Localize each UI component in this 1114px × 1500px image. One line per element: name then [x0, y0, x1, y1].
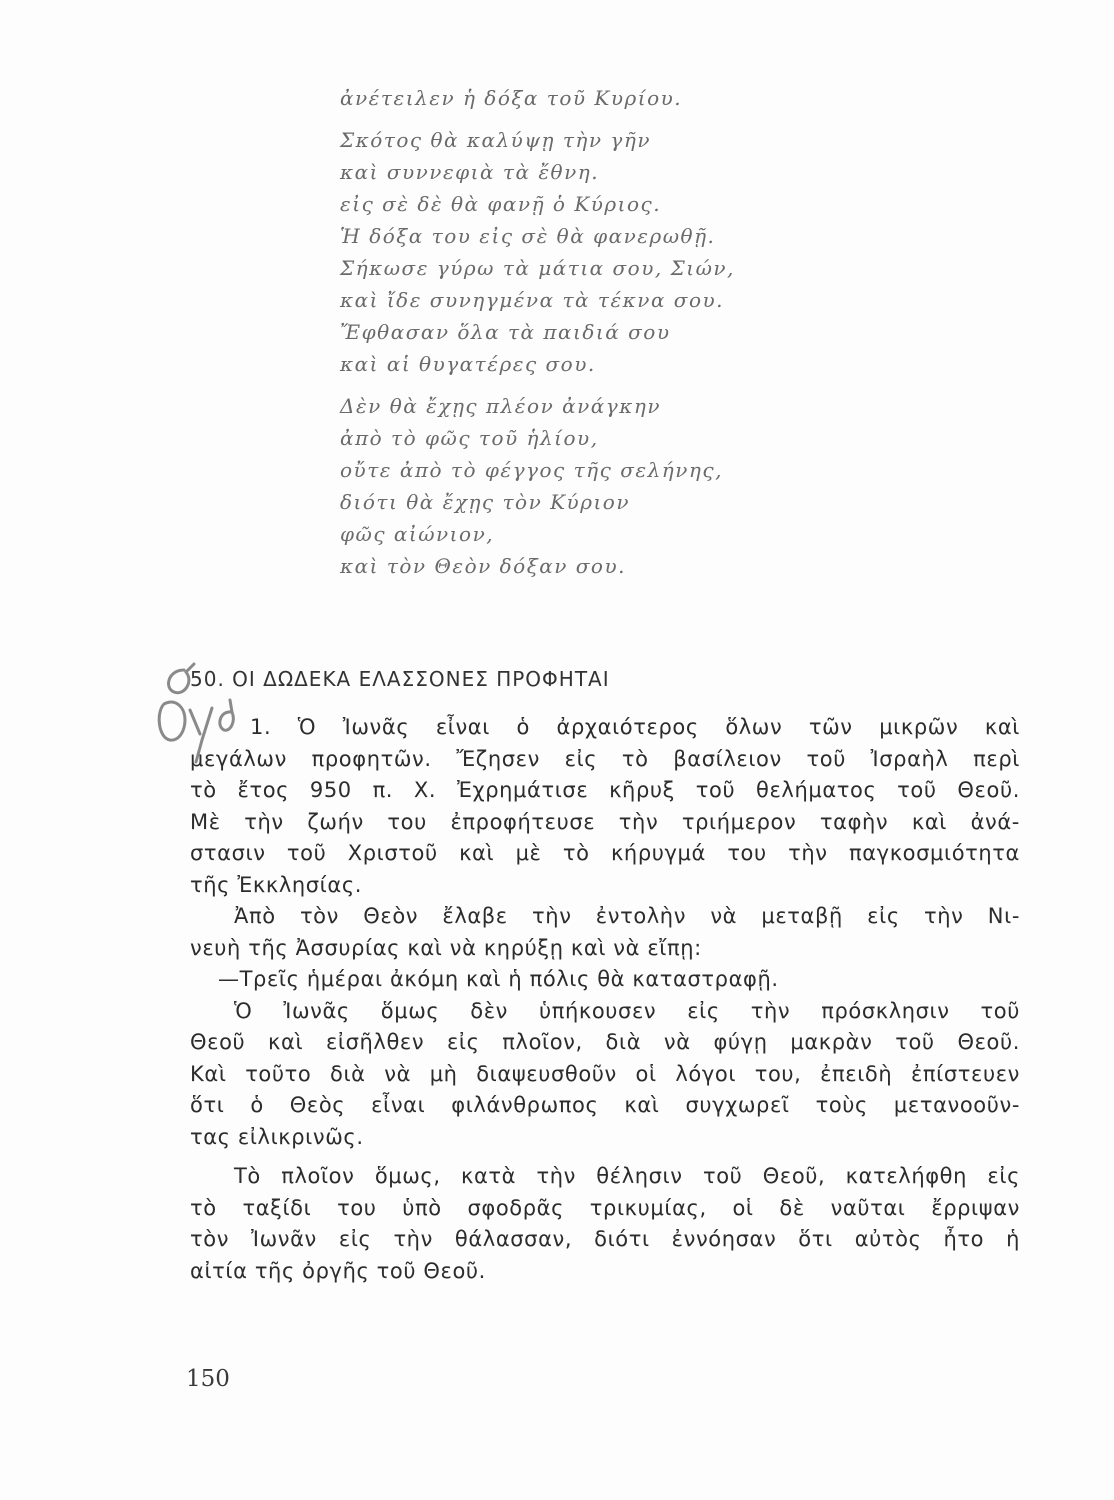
poem-line: Σκότος θὰ καλύψῃ τὴν γῆν: [340, 128, 651, 152]
text-line: τῆς Ἐκκλησίας.: [190, 872, 363, 897]
text-line: τὸν Ἰωνᾶν εἰς τὴν θάλασσαν, διότι ἐννόησαν ὅτι αὐτὸς ἦτο ἡ: [190, 1227, 1020, 1251]
text-line: τὸ ταξίδι του ὑπὸ σφοδρᾶς τρικυμίας, οἱ δὲ ναῦται ἔρριψαν: [190, 1195, 1020, 1220]
stanza-gap: [340, 380, 860, 390]
text-line: Μὲ τὴν ζωήν του ἐπροφήτευσε τὴν τριήμερον ταφὴν καὶ ἀνά-: [190, 809, 1020, 834]
poem-block: [340, 82, 860, 582]
poem-line: ἀνέτειλεν ἡ δόξα τοῦ Κυρίου.: [340, 86, 683, 110]
poem-line: οὔτε ἀπὸ τὸ φέγγος τῆς σελήνης,: [340, 458, 723, 482]
text-line: Τὸ πλοῖον ὅμως, κατὰ τὴν θέλησιν τοῦ Θεοῦ, κατελήφθη εἰς: [234, 1164, 1020, 1188]
text-line: νευὴ τῆς Ἀσσυρίας καὶ νὰ κηρύξῃ καὶ νὰ εἴπῃ:: [190, 935, 702, 960]
poem-line: καὶ τὸν Θεὸν δόξαν σου.: [340, 554, 626, 578]
text-line: 1. Ὁ Ἰωνᾶς εἶναι ὁ ἀρχαιότερος ὅλων τῶν μικρῶν καὶ: [250, 715, 1020, 739]
poem-line: φῶς αἰώνιον,: [340, 522, 495, 546]
paragraph-gap: [190, 1153, 1020, 1161]
poem-line: Ἡ δόξα του εἰς σὲ θὰ φανερωθῇ.: [340, 224, 716, 248]
poem-line: καὶ συννεφιὰ τὰ ἔθνη.: [340, 160, 600, 184]
page-number: 150: [186, 1366, 230, 1392]
poem-line: Ἔφθασαν ὅλα τὰ παιδιά σου: [340, 320, 671, 344]
text-line: Καὶ τοῦτο διὰ νὰ μὴ διαψευσθοῦν οἱ λόγοι του, ἐπειδὴ ἐπίστευεν: [190, 1061, 1020, 1086]
poem-line: Δὲν θὰ ἔχῃς πλέον ἀνάγκην: [340, 394, 661, 418]
text-line: τὸ ἔτος 950 π. Χ. Ἐχρημάτισε κῆρυξ τοῦ θελήματος τοῦ Θεοῦ.: [190, 778, 1020, 802]
poem-line: Σήκωσε γύρω τὰ μάτια σου, Σιών,: [340, 256, 735, 280]
text-line: Ὁ Ἰωνᾶς ὅμως δὲν ὑπήκουσεν εἰς τὴν πρόσκλησιν τοῦ: [234, 998, 1020, 1023]
text-line: αἰτία τῆς ὀργῆς τοῦ Θεοῦ.: [190, 1258, 486, 1283]
poem-line: καὶ αἱ θυγατέρες σου.: [340, 352, 596, 376]
stanza-gap: [340, 114, 860, 124]
text-line: Ἀπὸ τὸν Θεὸν ἔλαβε τὴν ἐντολὴν νὰ μεταβῇ εἰς τὴν Νι-: [234, 904, 1020, 928]
body-text: [190, 712, 1020, 1287]
text-line: τας εἰλικρινῶς.: [190, 1124, 364, 1149]
text-line: ὅτι ὁ Θεὸς εἶναι φιλάνθρωπος καὶ συγχωρεῖ τοὺς μετανοοῦν-: [190, 1093, 1020, 1117]
text-line: —Τρεῖς ἡμέραι ἀκόμη καὶ ἡ πόλις θὰ καταστραφῇ.: [218, 967, 779, 991]
poem-line: εἰς σὲ δὲ θὰ φανῇ ὁ Κύριος.: [340, 192, 662, 216]
poem-line: διότι θὰ ἔχῃς τὸν Κύριον: [340, 490, 631, 514]
text-line: στασιν τοῦ Χριστοῦ καὶ μὲ τὸ κήρυγμά του τὴν παγκοσμιότητα: [190, 841, 1020, 865]
poem-line: καὶ ἴδε συνηγμένα τὰ τέκνα σου.: [340, 288, 725, 312]
poem-line: ἀπὸ τὸ φῶς τοῦ ἡλίου,: [340, 426, 599, 450]
text-line: Θεοῦ καὶ εἰσῆλθεν εἰς πλοῖον, διὰ νὰ φύγῃ μακρὰν τοῦ Θεοῦ.: [190, 1030, 1020, 1054]
section-heading: 50. ΟΙ ΔΩΔΕΚΑ ΕΛΑΣΣΟΝΕΣ ΠΡΟΦΗΤΑΙ: [190, 667, 610, 691]
text-line: μεγάλων προφητῶν. Ἔζησεν εἰς τὸ βασίλειον τοῦ Ἰσραὴλ περὶ: [190, 746, 1020, 771]
